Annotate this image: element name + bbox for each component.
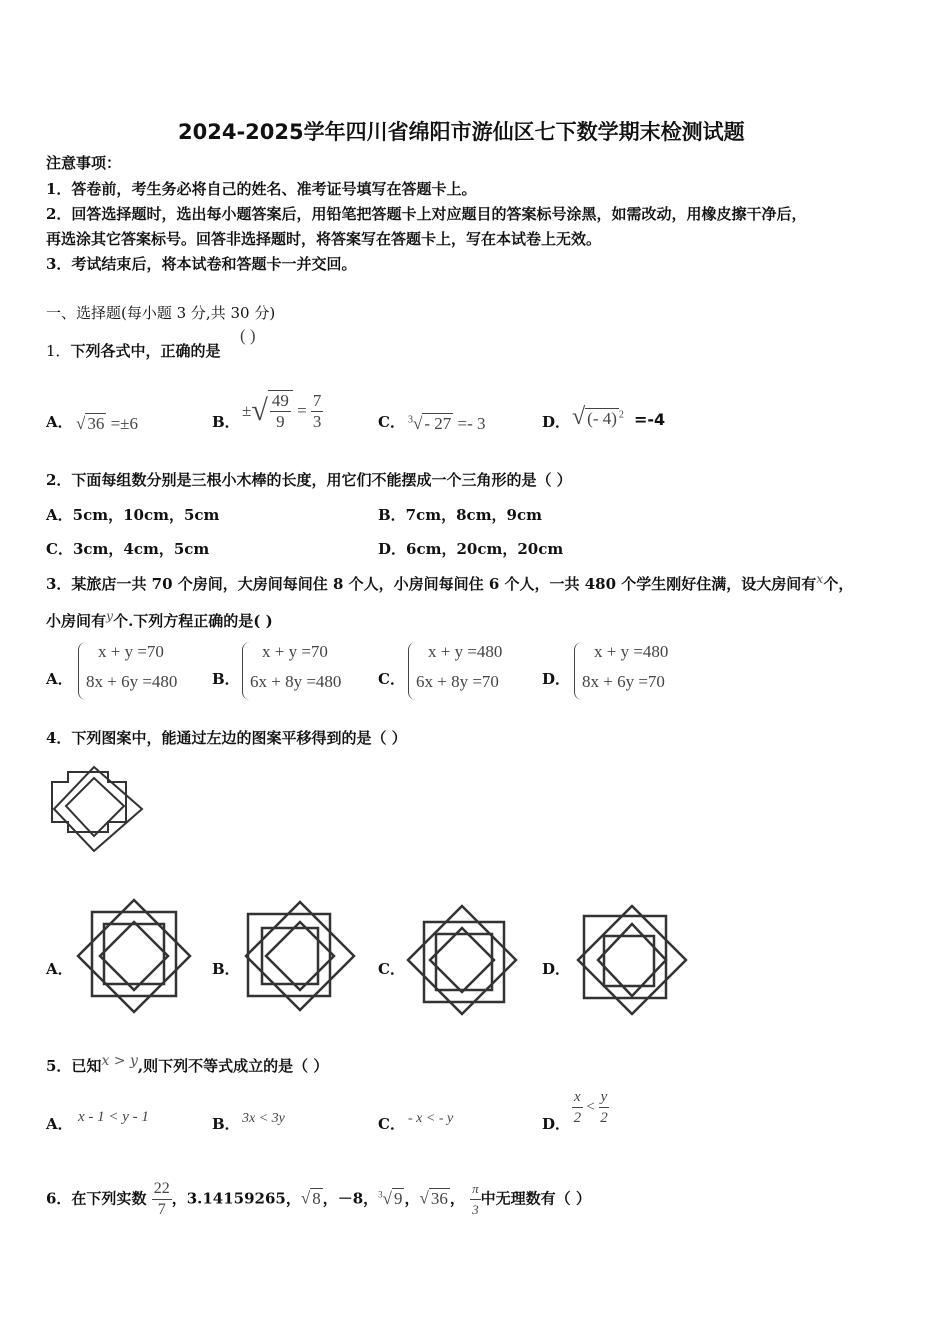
q3-var-x: x <box>816 571 824 586</box>
q1-num: 1． <box>46 342 71 360</box>
section-heading: 一、选择题(每小题 3 分,共 30 分) <box>46 304 276 322</box>
q1-option-a[interactable]: √ 36 =±6 <box>76 414 139 433</box>
q6-sep2: ，－8， <box>322 1189 379 1208</box>
q6-stem <box>46 1172 591 1221</box>
q1-d-radicand: (- 4) <box>587 409 617 428</box>
q1-a-radicand: 36 <box>87 414 105 433</box>
q1-text: 下列各式中，正确的是 <box>70 342 221 360</box>
q4-option-d-label[interactable]: D． <box>542 960 571 978</box>
q3-a-eq2: 8x + 6y =480 <box>86 672 178 691</box>
q5-d-den2: 2 <box>600 1110 608 1126</box>
q1-b-num: 49 <box>271 391 289 410</box>
q5-option-b[interactable]: 3x < 3y <box>242 1111 285 1126</box>
q2-option-b[interactable]: B．7cm，8cm，9cm <box>378 506 543 524</box>
q2-option-c[interactable]: C．3cm，4cm，5cm <box>46 540 210 558</box>
q3-a-eq1: x + y =70 <box>98 642 164 661</box>
q6-stem-a: 6．在下列实数 <box>46 1189 147 1208</box>
q5-stem-b: ,则下列不等式成立的是（ ） <box>137 1057 329 1075</box>
q1-b-pm: ± <box>242 401 252 420</box>
q3-option-a-label[interactable]: A． <box>46 670 73 688</box>
q3-line1 <box>46 571 853 594</box>
notice-heading: 注意事项： <box>46 154 122 172</box>
q1-option-a-label[interactable]: A． <box>46 413 73 431</box>
q6-sqrt8: √ 8 <box>300 1188 321 1208</box>
q6-cbrt-index: 3 <box>378 1189 383 1199</box>
q5-d-num1: x <box>572 1087 583 1108</box>
q1-option-b[interactable]: ±√ $\frac{49}{9}$ = $\frac{7}{3}$ <box>242 390 322 431</box>
q1-b-rden: 3 <box>312 411 322 431</box>
notice-item-2-cont: 再选涂其它答案标号。回答非选择题时，将答案写在答题卡上，写在本试卷上无效。 <box>46 230 602 248</box>
page-title: 2024-2025学年四川省绵阳市游仙区七下数学期末检测试题 <box>178 120 745 144</box>
notice-item-3: 3．考试结束后，将本试卷和答题卡一并交回。 <box>46 255 357 273</box>
q1-option-d[interactable]: √ (- 4) $^2$ <box>572 404 624 430</box>
q3-line1-text: 3．某旅店一共 70 个房间，大房间每间住 8 个人，小房间每间住 6 个人，一共 480 个学生刚好住满，设大房间有 <box>46 575 817 593</box>
q1-b-eq: = <box>297 401 307 420</box>
q1-d-exp: 2 <box>618 409 624 421</box>
q5-stem-a: 5．已知 <box>46 1057 102 1075</box>
q3-line2b: 个.下列方程正确的是( ) <box>113 612 273 630</box>
q5-stem <box>46 1053 328 1076</box>
notice-item-2: 2．回答选择题时，选出每小题答案后，用铅笔把答题卡上对应题目的答案标号涂黑，如需改动，用橡皮擦干净后， <box>46 205 807 223</box>
q2-option-d[interactable]: D．6cm，20cm，20cm <box>378 540 564 558</box>
q4-option-b-label[interactable]: B． <box>212 960 240 978</box>
q5-option-b-label[interactable]: B． <box>212 1115 240 1133</box>
q6-frac-num: 22 <box>152 1179 172 1200</box>
q3-b-eq1: x + y =70 <box>262 642 328 661</box>
q5-d-num2: y <box>599 1087 610 1108</box>
q3-d-eq1: x + y =480 <box>594 642 669 661</box>
q3-option-c-label[interactable]: C． <box>378 670 405 688</box>
q6-frac-pi-3 <box>470 1179 481 1220</box>
q6-stem-b: 中无理数有（ ） <box>480 1189 591 1208</box>
q1-b-rnum: 7 <box>312 390 322 410</box>
q4-option-c-figure[interactable] <box>404 902 524 1022</box>
notice-item-1: 1．答卷前，考生务必将自己的姓名、准考证号填写在答题卡上。 <box>46 180 477 198</box>
q6-sep3: ， <box>404 1189 420 1208</box>
q1-b-rfrac <box>311 391 324 432</box>
q1-option-c-label[interactable]: C． <box>378 413 405 431</box>
q5-option-a[interactable]: x - 1 < y - 1 <box>78 1109 149 1125</box>
q1-paren: ( ) <box>240 326 256 345</box>
q4-reference-figure <box>46 760 146 856</box>
q1-c-index: 3 <box>408 414 413 426</box>
q3-c-eq1: x + y =480 <box>428 642 503 661</box>
q1-b-den: 9 <box>276 412 285 431</box>
q3-var-y: y <box>106 608 114 623</box>
q2-option-a[interactable]: A．5cm，10cm，5cm <box>46 506 220 524</box>
q1-c-rhs: =- 3 <box>457 414 486 433</box>
q6-frac-den: 7 <box>157 1201 166 1219</box>
q1-stem <box>46 340 221 361</box>
q2-stem: 2．下面每组数分别是三根小木棒的长度，用它们不能摆成一个三角形的是（ ） <box>46 471 572 489</box>
q5-option-c[interactable]: - x < - y <box>408 1111 454 1126</box>
q1-a-rhs: =±6 <box>110 414 139 433</box>
q6-sqrt8-rad: 8 <box>312 1188 321 1208</box>
q3-option-b-label[interactable]: B． <box>212 670 240 688</box>
q4-option-b-figure[interactable] <box>240 900 360 1020</box>
q3-line2 <box>46 608 273 631</box>
q3-b-eq2: 6x + 8y =480 <box>250 672 342 691</box>
q4-option-d-figure[interactable] <box>570 902 690 1022</box>
q5-option-d-label[interactable]: D． <box>542 1115 571 1133</box>
q5-option-a-label[interactable]: A． <box>46 1115 73 1133</box>
q5-condition: x > y <box>101 1053 138 1069</box>
q1-option-d-label[interactable]: D． <box>542 413 571 431</box>
q4-stem: 4．下列图案中，能通过左边的图案平移得到的是（ ） <box>46 729 407 747</box>
q1-c-radicand: - 27 <box>424 414 452 433</box>
q3-c-eq2: 6x + 8y =70 <box>416 672 499 691</box>
q3-option-d-label[interactable]: D． <box>542 670 571 688</box>
q4-option-a-figure[interactable] <box>74 898 194 1018</box>
q6-sep4: ， <box>449 1189 465 1208</box>
q5-d-op: < <box>586 1099 595 1115</box>
q5-option-c-label[interactable]: C． <box>378 1115 405 1133</box>
q1-option-c[interactable]: $^3$√ - 27 =- 3 <box>408 414 486 433</box>
q6-cbrt9: $^3$√ 9 <box>378 1188 403 1208</box>
q1-d-rhs: =-4 <box>634 410 666 429</box>
q1-option-b-label[interactable]: B． <box>212 413 240 431</box>
q5-option-d[interactable] <box>572 1087 609 1128</box>
q3-line2a: 小房间有 <box>46 612 107 630</box>
q4-option-c-label[interactable]: C． <box>378 960 405 978</box>
q6-frac-22-7 <box>152 1179 172 1220</box>
q6-sep1: ，3.14159265， <box>171 1189 301 1208</box>
q4-option-a-label[interactable]: A． <box>46 960 73 978</box>
q6-cbrt9-rad: 9 <box>393 1188 403 1208</box>
q3-d-eq2: 8x + 6y =70 <box>582 672 665 691</box>
q5-d-den1: 2 <box>573 1110 582 1126</box>
q3-line1-end: 个， <box>823 575 854 593</box>
q6-pi-num: π <box>470 1179 481 1200</box>
q6-sqrt36-rad: 36 <box>430 1188 448 1208</box>
q6-pi-den: 3 <box>472 1202 479 1218</box>
q6-sqrt36: √ 36 <box>419 1188 448 1208</box>
q1-b-frac <box>268 390 293 432</box>
